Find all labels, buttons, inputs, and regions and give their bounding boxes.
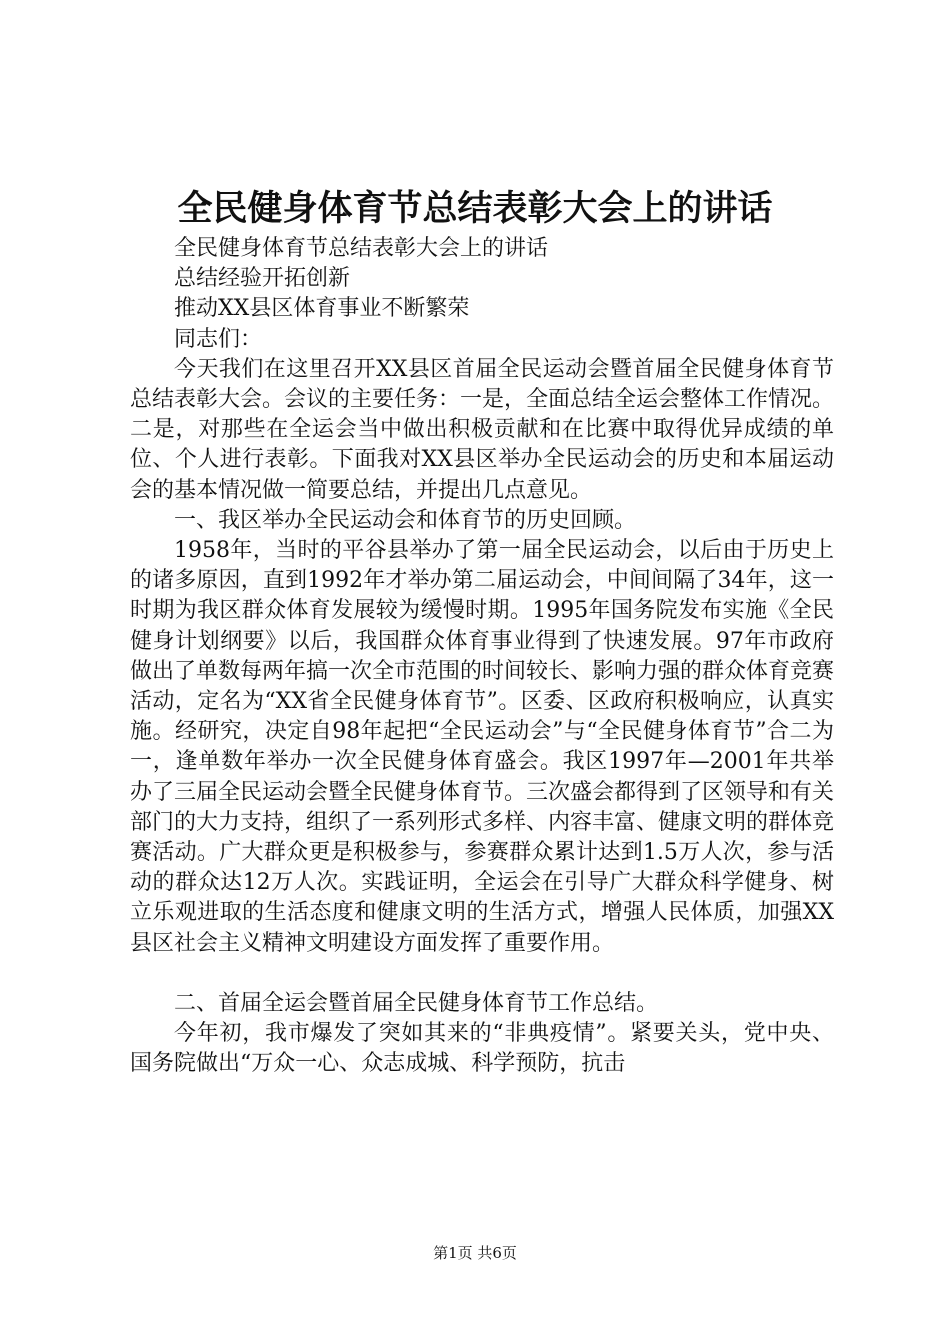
page-footer: 第1页 共6页 bbox=[433, 1244, 517, 1262]
section-heading: 一、我区举办全民运动会和体育节的历史回顾。 bbox=[174, 507, 637, 533]
subtitle-line: 全民健身体育节总结表彰大会上的讲话 bbox=[174, 236, 549, 261]
body-paragraph: 今年初，我市爆发了突如其来的“非典疫情”。紧要关头，党中央、国务院做出“万众一心、众志成城、科学预防，抗击 bbox=[130, 1021, 834, 1077]
body-paragraph: 今天我们在这里召开XX县区首届全民运动会暨首届全民健身体育节总结表彰大会。会议的主要任务：一是，全面总结全运会整体工作情况。二是，对那些在全运会当中做出积极贡献和在比赛中取得优异成绩的单位、个人进行表彰。下面我对XX县区举办全民运动会的历史和本届运动会的基本情况做一简要总结，并提出几点意见。 bbox=[130, 356, 835, 503]
section-heading: 二、首届全运会暨首届全民健身体育节工作总结。 bbox=[174, 990, 659, 1016]
subtitle-line: 推动XX县区体育事业不断繁荣 bbox=[174, 296, 470, 322]
document-body bbox=[130, 234, 834, 1079]
salutation: 同志们： bbox=[174, 326, 263, 352]
document-title: 全民健身体育节总结表彰大会上的讲话 bbox=[177, 189, 773, 229]
body-paragraph: 1958年，当时的平谷县举办了第一届全民运动会，以后由于历史上的诸多原因，直到1992年才举办第二届运动会，中间间隔了34年，这一时期为我区群众体育发展较为缓慢时期。1995年国务院发布实施《全民健身计划纲要》以后，我国群众体育事业得到了快速发展。97年市政府做出了单数每两年搞一次全市范围的时间较长、影响力强的群众体育竞赛活动，定名为“XX省全民健身体育节”。区委、区政府积极响应，认真实施。经研究，决定自98年起把“全民运动会”与“全民健身体育节”合二为一，逢单数年举办一次全民健身体育盛会。我区1997年—2001年共举办了三届全民运动会暨全民健身体育节。三次盛会都得到了区领导和有关部门的大力支持，组织了一系列形式多样、内容丰富、健康文明的群体竞赛活动。广大群众更是积极参与，参赛群众累计达到1.5万人次，参与活动的群众达12万人次。实践证明，全运会在引导广大群众科学健身、树立乐观进取的生活态度和健康文明的生活方式，增强人民体质，加强XX县区社会主义精神文明建设方面发挥了重要作用。 bbox=[130, 538, 835, 956]
subtitle-line: 总结经验开拓创新 bbox=[174, 266, 351, 292]
